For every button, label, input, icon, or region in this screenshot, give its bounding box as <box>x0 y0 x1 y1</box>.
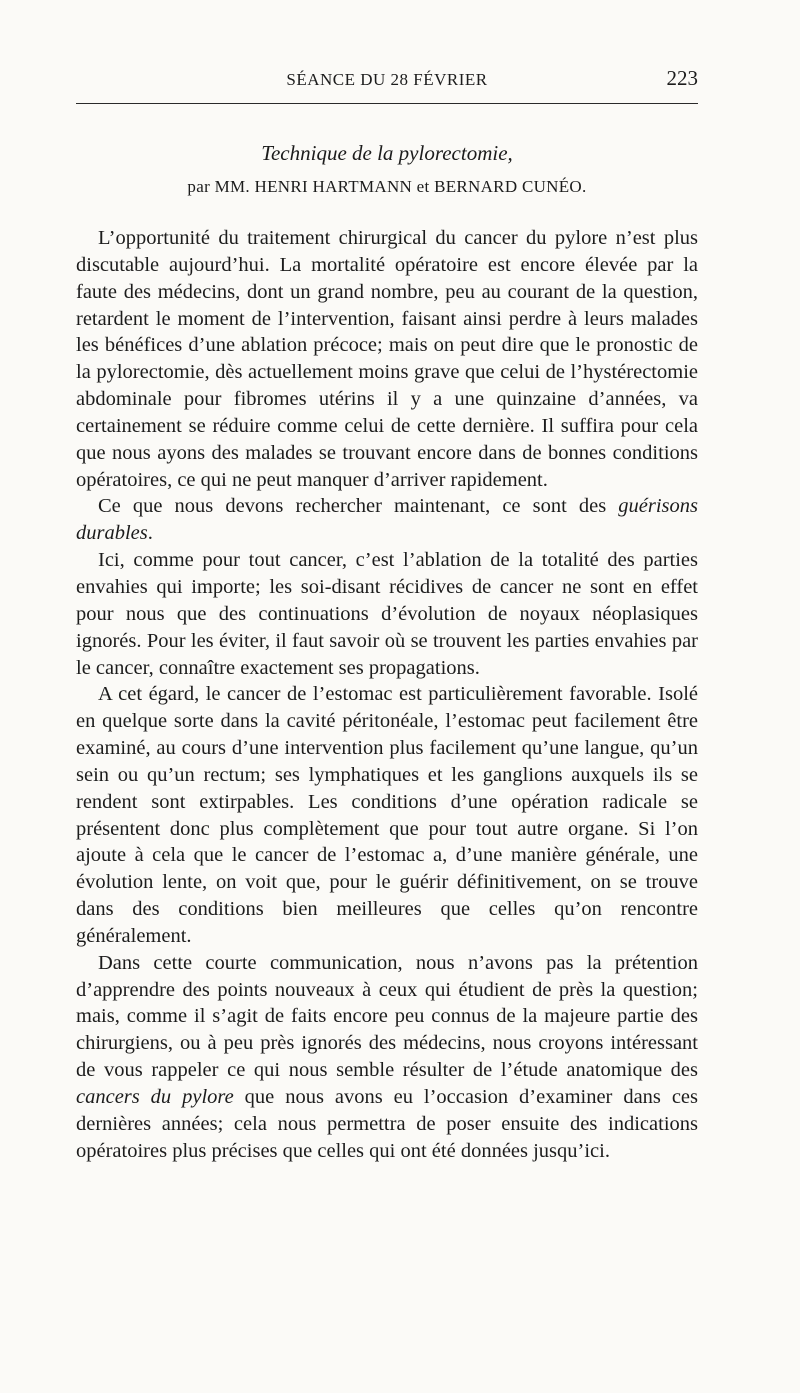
page-number: 223 <box>666 66 698 90</box>
paragraph-3: Ici, comme pour tout cancer, c’est l’ablation de la totalité des parties envahies qui importe; les soi-disant récidives de cancer ne sont en effet pour nous que des continuations d’évolution de noyaux néoplasiques ignorés. Pour les éviter, il faut savoir où se trouvent les parties envahies par le cancer, connaître exactement ses propagations. <box>76 549 698 679</box>
paragraph-5-end: que nous avons eu l’occasion d’examiner dans ces dernières années; cela nous permettra de poser ensuite des indications opératoires plus précises que celles qui ont été données jusqu’ici. <box>76 1086 698 1162</box>
paragraph-2-italic: guérisons durables <box>76 495 698 545</box>
paragraph-2 <box>76 493 698 547</box>
paragraph-1: L’opportunité du traitement chirurgical du cancer du pylore n’est plus discutable aujourd’hui. La mortalité opératoire est encore élevée par la faute des médecins, dont un grand nombre, peu au courant de la question, retardent le moment de l’intervention, faisant ainsi perdre à leurs malades les bénéfices d’une ablation précoce; mais on peut dire que le pronostic de la pylorectomie, dès actuellement moins grave que celui de l’hystérectomie abdominale pour fibromes utérins il y a une quinzaine d’années, va certainement se réduire comme celui de cette dernière. Il suffira pour cela que nous ayons des malades se trouvant encore dans de bonnes conditions opératoires, ce qui ne peut manquer d’arriver rapidement. <box>76 227 698 491</box>
book-page <box>76 0 698 1393</box>
paragraph-5 <box>76 950 698 1165</box>
article-title: Technique de la pylorectomie, <box>261 141 513 165</box>
article-byline: par MM. HENRI HARTMANN et BERNARD CUNÉO. <box>187 177 587 196</box>
running-head <box>76 64 698 94</box>
paragraph-2-end: . <box>147 522 153 545</box>
paragraph-5-text: Dans cette courte communication, nous n’avons pas la prétention d’apprendre des points nouveaux à ceux qui étudient de près la question; mais, comme il s’agit de faits encore peu connus de la majeure partie des chirurgiens, ou à peu près ignorés des médecins, nous croyons intéressant de vous rappeler ce qui nous semble résulter de l’étude anatomique des <box>76 951 698 1082</box>
paragraph-4: A cet égard, le cancer de l’estomac est particulièrement favorable. Isolé en quelque sorte dans la cavité péritonéale, l’estomac peut facilement être examiné, au cours d’une intervention plus facilement qu’une langue, qu’un sein ou qu’un rectum; ses lymphatiques et les ganglions auxquels ils se rendent sont extirpables. Les conditions d’une opération radicale se présentent donc plus complètement que pour tout autre organe. Si l’on ajoute à cela que le cancer de l’estomac a, d’une manière générale, une évolution lente, on voit que, pour le guérir définitivement, on se trouve dans des conditions bien meilleures que celles qu’on rencontre généralement. <box>76 683 698 947</box>
header-rule <box>76 103 698 104</box>
article-body <box>76 225 698 1165</box>
paragraph-5-italic: cancers du pylore <box>76 1086 234 1108</box>
running-title: SÉANCE DU 28 FÉVRIER <box>286 70 488 89</box>
paragraph-2-text: Ce que nous devons rechercher maintenant, ce sont des <box>98 495 619 518</box>
